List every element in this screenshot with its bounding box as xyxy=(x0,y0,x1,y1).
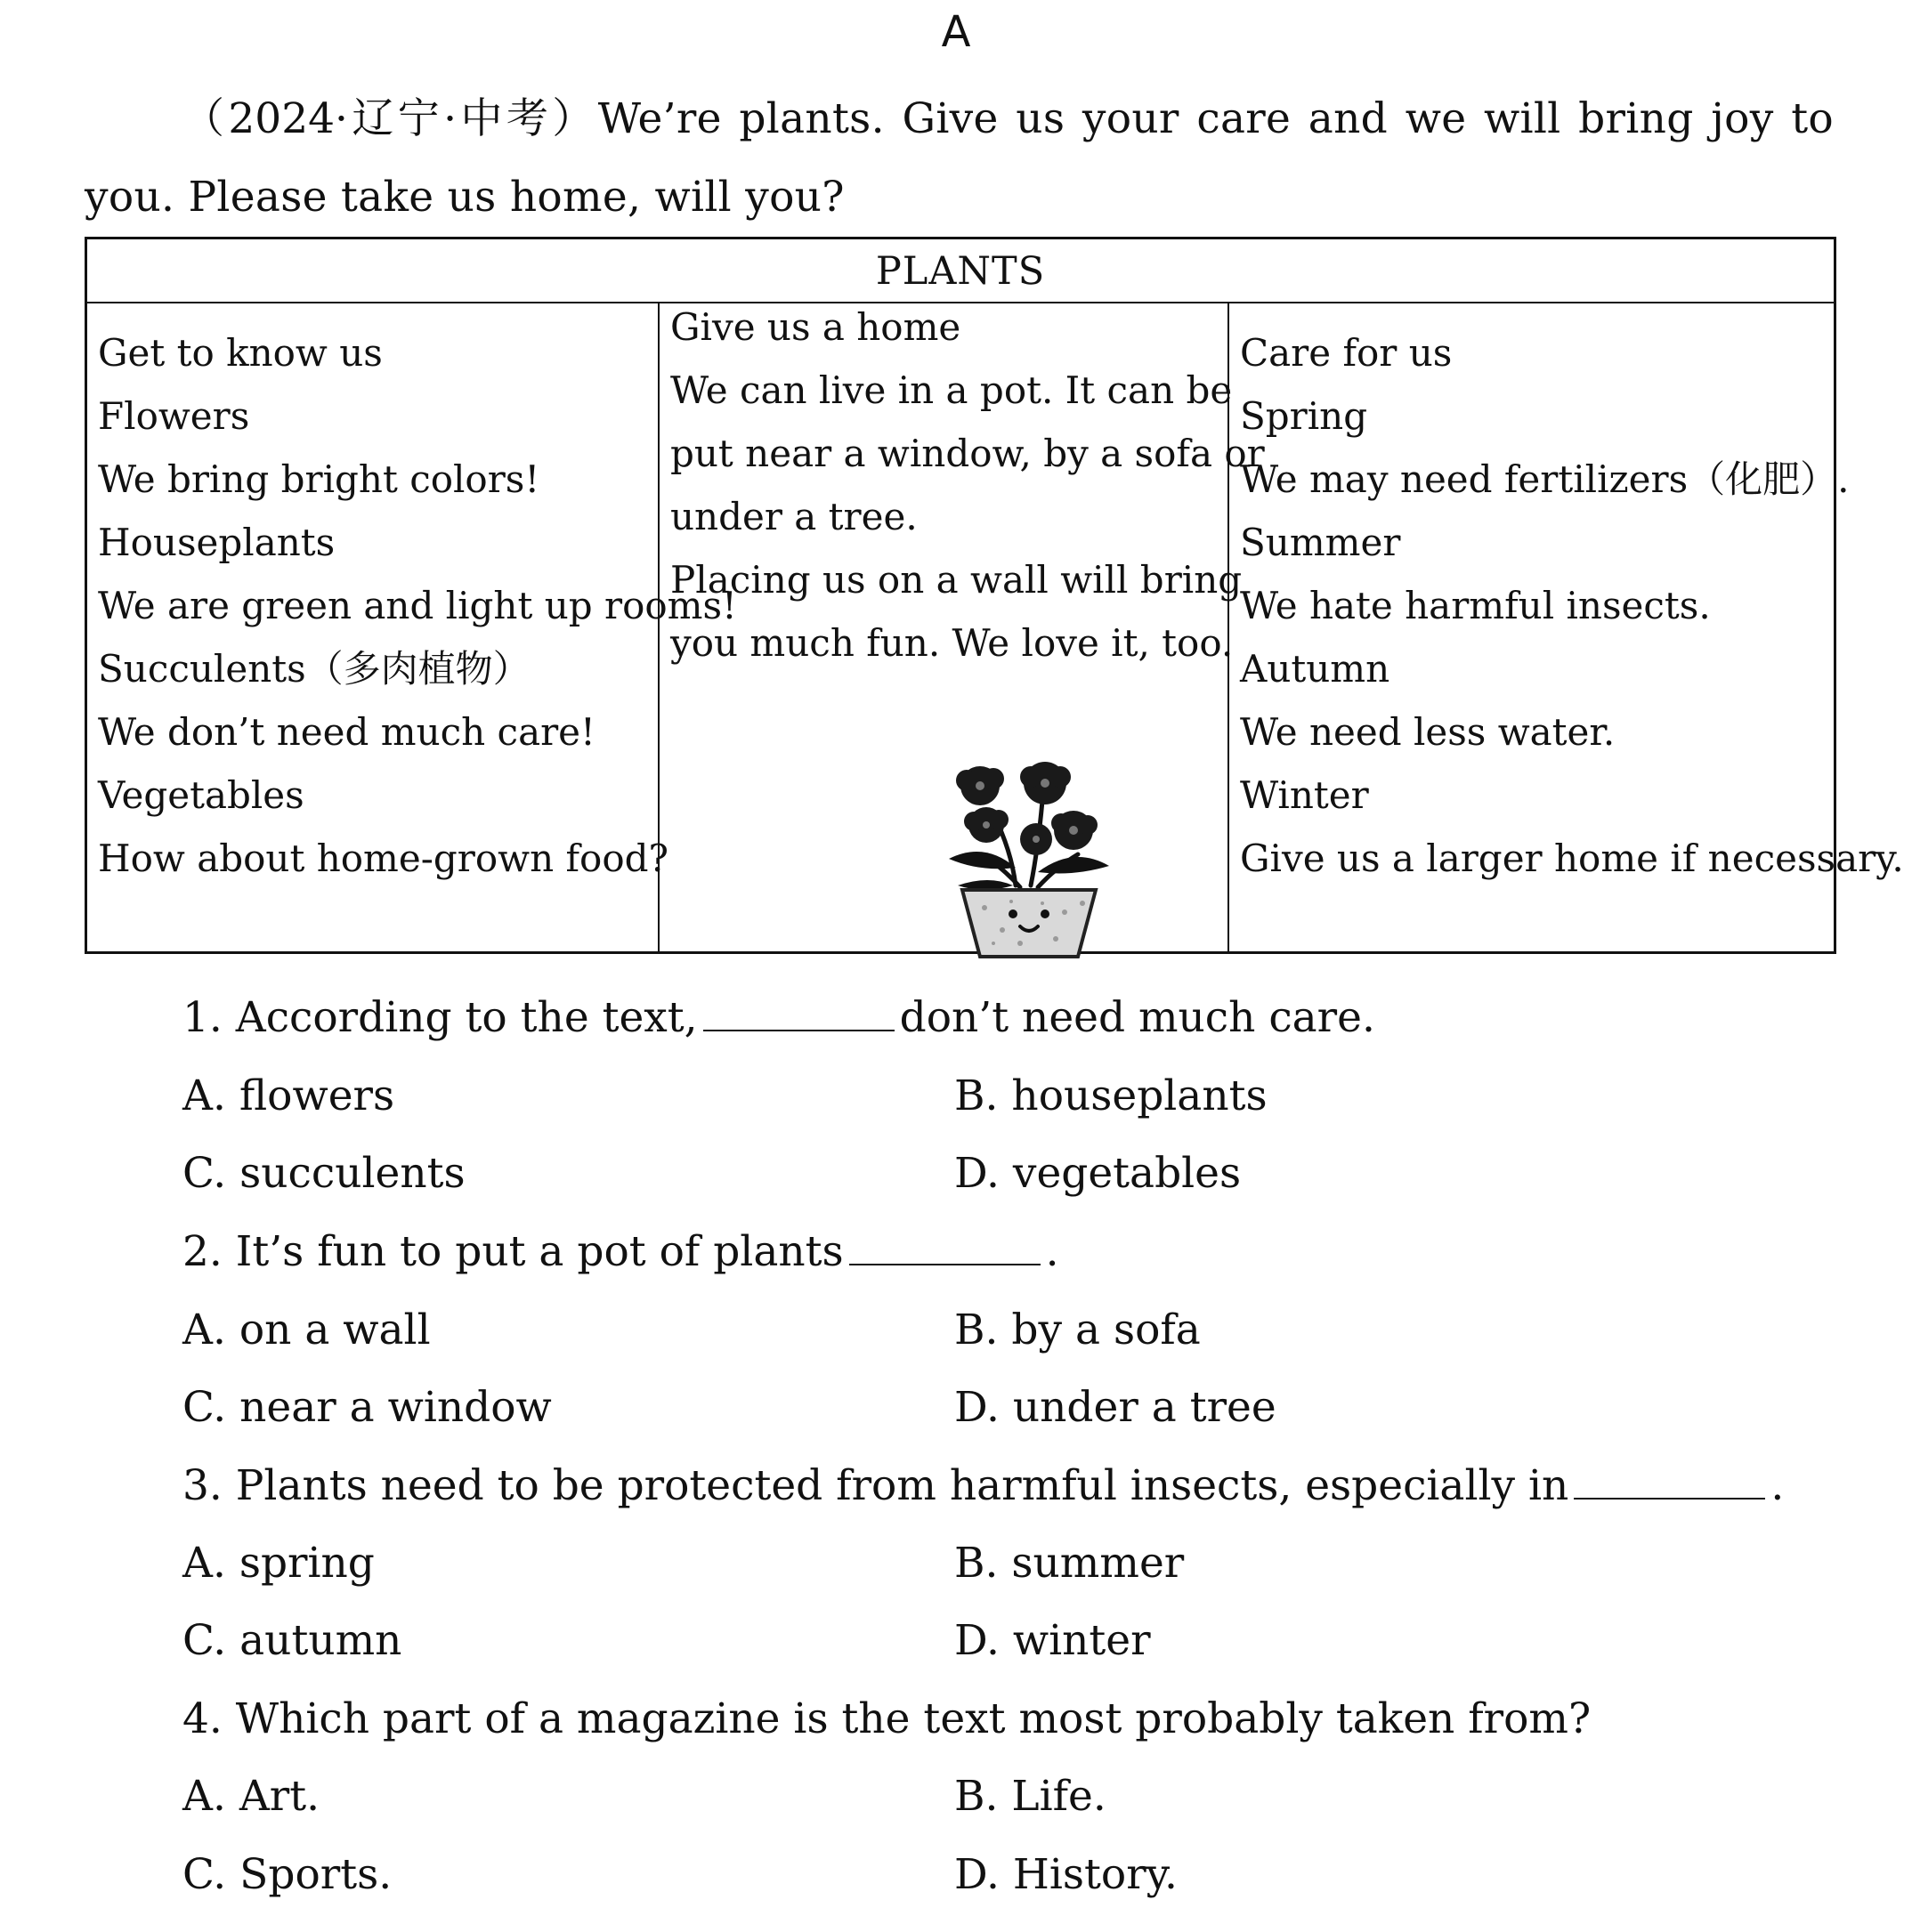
question-3-stem xyxy=(182,1447,1784,1525)
column-heading: Give us a home xyxy=(670,305,961,349)
option-c[interactable]: C. succulents xyxy=(182,1149,466,1198)
list-item: Autumn xyxy=(1240,647,1390,691)
question-text: . xyxy=(1770,1461,1785,1510)
paragraph-line: Placing us on a wall will bring xyxy=(670,558,1243,602)
question-text: don’t need much care. xyxy=(899,993,1375,1042)
paragraph-line: put near a window, by a sofa or xyxy=(670,432,1265,475)
list-item: We may need fertilizers（化肥）. xyxy=(1240,457,1850,501)
option-d[interactable]: D. winter xyxy=(954,1616,1151,1665)
question-text: 2. It’s fun to put a pot of plants xyxy=(182,1227,844,1276)
plants-table xyxy=(85,237,1904,954)
column-heading: Get to know us xyxy=(98,331,383,375)
paragraph-line: We can live in a pot. It can be xyxy=(670,368,1233,412)
list-item: We don’t need much care! xyxy=(98,710,595,754)
paragraph-line: you much fun. We love it, too. xyxy=(670,621,1234,665)
option-d[interactable]: D. under a tree xyxy=(954,1383,1276,1432)
column-get-to-know-us xyxy=(87,303,737,951)
column-heading: Care for us xyxy=(1240,331,1453,375)
column-care-for-us xyxy=(1229,303,1904,951)
list-item: Flowers xyxy=(98,394,250,438)
section-letter: A xyxy=(941,7,971,57)
list-item: Vegetables xyxy=(98,773,304,817)
answer-blank[interactable] xyxy=(1574,1448,1765,1500)
list-item: We hate harmful insects. xyxy=(1240,584,1711,627)
option-b[interactable]: B. Life. xyxy=(954,1772,1106,1821)
list-item: Spring xyxy=(1240,394,1368,438)
intro-paragraph xyxy=(85,80,1834,237)
list-item: How about home-grown food? xyxy=(98,837,669,880)
potted-flowers-icon xyxy=(931,761,1127,961)
list-item: Succulents（多肉植物） xyxy=(98,647,531,691)
question-1-stem xyxy=(182,979,1375,1057)
question-text: 1. According to the text, xyxy=(182,993,698,1042)
question-text: 3. Plants need to be protected from harmful insects, especially in xyxy=(182,1461,1569,1510)
table-title: PLANTS xyxy=(87,239,1834,303)
question-2-stem xyxy=(182,1213,1059,1291)
question-text: 4. Which part of a magazine is the text most probably taken from? xyxy=(182,1694,1592,1743)
question-4-stem xyxy=(182,1680,1591,1758)
paragraph-line: under a tree. xyxy=(670,495,918,538)
list-item: We bring bright colors! xyxy=(98,457,540,501)
list-item: Winter xyxy=(1240,773,1369,817)
option-b[interactable]: B. by a sofa xyxy=(954,1306,1201,1354)
answer-blank[interactable] xyxy=(703,980,895,1031)
option-a[interactable]: A. Art. xyxy=(182,1772,320,1821)
option-a[interactable]: A. on a wall xyxy=(182,1306,431,1354)
list-item: Summer xyxy=(1240,521,1401,564)
answer-blank[interactable] xyxy=(849,1214,1041,1265)
intro-text: We’re plants. Give us your care and we will bring joy to you. Please take us home, will you? xyxy=(85,94,1834,222)
column-give-us-a-home xyxy=(660,303,1265,951)
option-c[interactable]: C. near a window xyxy=(182,1383,552,1432)
option-d[interactable]: D. vegetables xyxy=(954,1149,1242,1198)
option-c[interactable]: C. autumn xyxy=(182,1616,402,1665)
exam-source: （2024·辽宁·中考） xyxy=(182,94,598,143)
option-b[interactable]: B. houseplants xyxy=(954,1071,1268,1120)
option-d[interactable]: D. History. xyxy=(954,1850,1178,1899)
list-item: We need less water. xyxy=(1240,710,1616,754)
option-c[interactable]: C. Sports. xyxy=(182,1850,393,1899)
question-text: . xyxy=(1045,1227,1059,1276)
list-item: We are green and light up rooms! xyxy=(98,584,737,627)
list-item: Give us a larger home if necessary. xyxy=(1240,837,1904,880)
option-a[interactable]: A. spring xyxy=(182,1539,375,1588)
option-a[interactable]: A. flowers xyxy=(182,1071,395,1120)
option-b[interactable]: B. summer xyxy=(954,1539,1185,1588)
list-item: Houseplants xyxy=(98,521,336,564)
